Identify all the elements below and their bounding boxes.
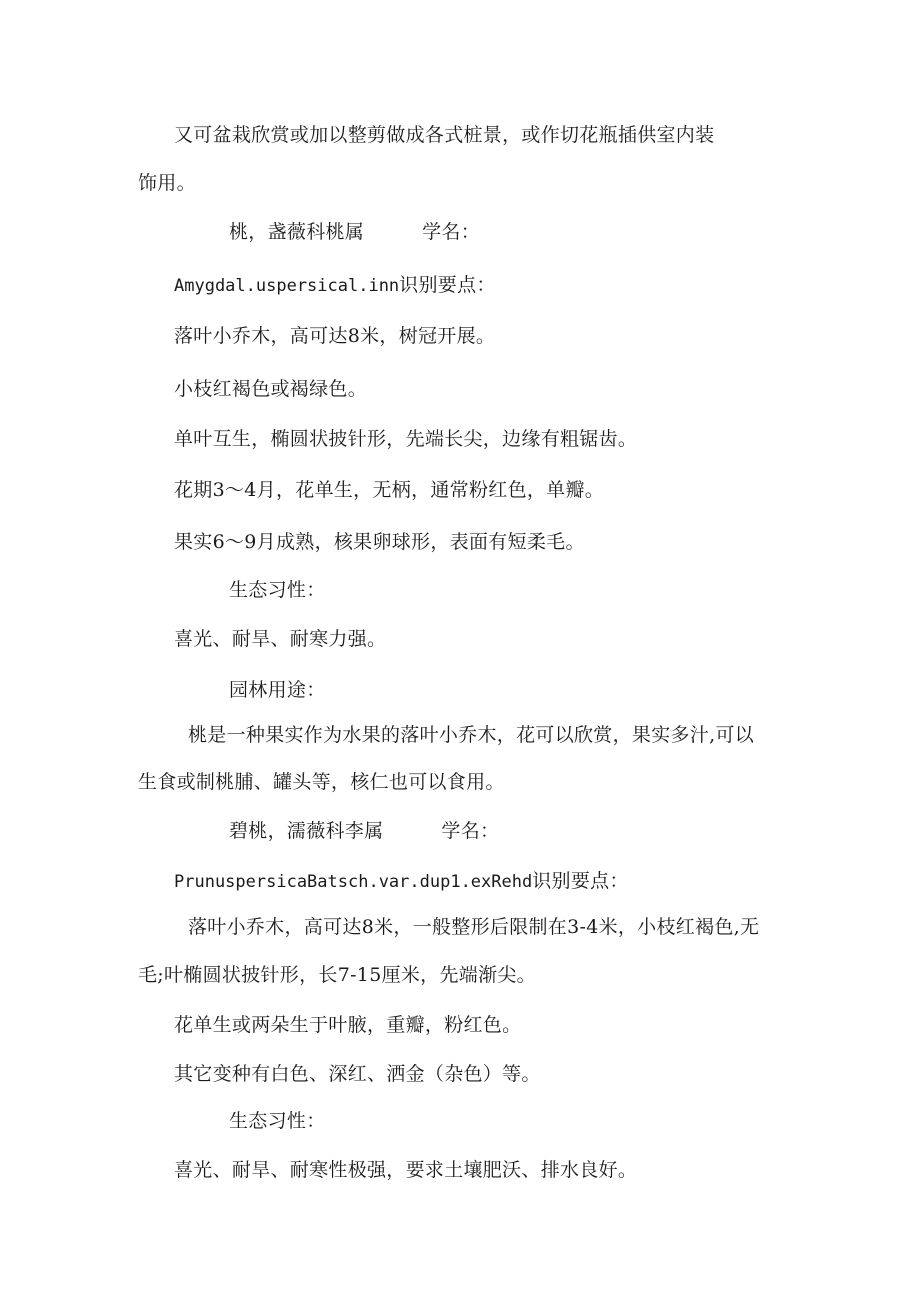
feature-line: 落叶小乔木，高可达8米，一般整形后限制在3-4米，小枝红褐色,无 bbox=[188, 916, 760, 938]
scientific-name-label: 学名： bbox=[441, 820, 500, 842]
species-name: 桃，盏薇科桃属 bbox=[229, 221, 365, 243]
feature-line: 单叶互生，椭圆状披针形，先端长尖，边缘有粗锯齿。 bbox=[174, 428, 638, 450]
ecology-text: 喜光、耐旱、耐寒性极强，要求土壤肥沃、排水良好。 bbox=[174, 1159, 638, 1181]
species-heading-peach bbox=[229, 219, 480, 245]
identification-label: 识别要点： bbox=[532, 870, 629, 892]
ecology-text: 喜光、耐旱、耐寒力强。 bbox=[174, 628, 387, 650]
identification-label: 识别要点： bbox=[399, 274, 496, 296]
feature-line: 毛;叶椭圆状披针形，长7-15厘米，先端渐尖。 bbox=[138, 964, 536, 986]
text-line: 又可盆栽欣赏或加以整剪做成各式桩景，或作切花瓶插供室内装 bbox=[174, 124, 715, 146]
usage-text: 生食或制桃脯、罐头等，核仁也可以食用。 bbox=[138, 771, 505, 793]
usage-heading: 园林用途： bbox=[229, 679, 326, 701]
feature-line: 落叶小乔木，高可达8米，树冠开展。 bbox=[174, 325, 496, 347]
ecology-heading: 生态习性： bbox=[229, 1110, 326, 1132]
feature-line: 其它变种有白色、深红、洒金（杂色）等。 bbox=[174, 1063, 541, 1085]
species-heading-bitao bbox=[229, 818, 499, 844]
feature-line: 果实6～9月成熟，核果卵球形，表面有短柔毛。 bbox=[174, 531, 585, 553]
ecology-heading: 生态习性： bbox=[229, 579, 326, 601]
feature-line: 花单生或两朵生于叶腋，重瓣，粉红色。 bbox=[174, 1014, 522, 1036]
feature-line: 小枝红褐色或褐绿色。 bbox=[174, 378, 368, 400]
scientific-name-line bbox=[174, 868, 629, 895]
scientific-name-latin: PrunuspersicaBatsch.var.dup1.exRehd bbox=[174, 872, 533, 892]
scientific-name-latin: Amygdal.uspersical.inn bbox=[174, 276, 400, 296]
text-line: 饰用。 bbox=[138, 172, 196, 194]
species-name: 碧桃，濡薇科李属 bbox=[229, 820, 384, 842]
usage-text: 桃是一种果实作为水果的落叶小乔木，花可以欣赏，果实多汁,可以 bbox=[188, 724, 755, 746]
scientific-name-label: 学名： bbox=[422, 221, 481, 243]
scientific-name-line bbox=[174, 272, 496, 299]
feature-line: 花期3～4月，花单生，无柄，通常粉红色，单瓣。 bbox=[174, 479, 605, 501]
